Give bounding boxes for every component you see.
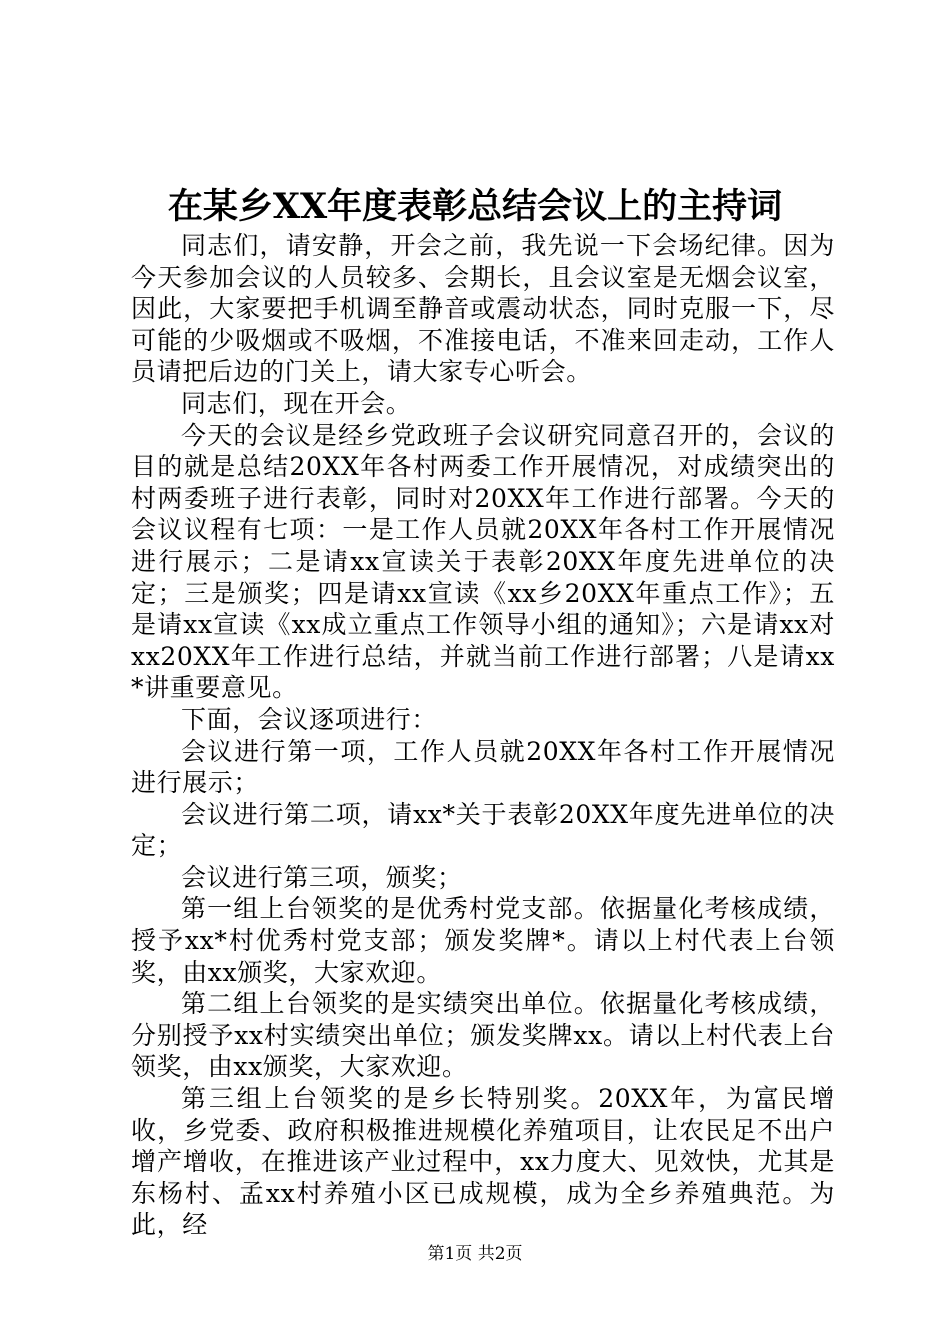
paragraph-item-two: 会议进行第二项，请xx*关于表彰20XX年度先进单位的决定； — [131, 799, 835, 861]
paragraph-proceed: 下面，会议逐项进行： — [181, 704, 438, 734]
paragraph-award-group-two: 第二组上台领奖的是实绩突出单位。依据量化考核成绩，分别授予xx村实绩突出单位；颁发奖牌xx。请以上村代表上台领奖，由xx颁奖，大家欢迎。 — [131, 989, 835, 1082]
page-number: 第1页 共2页 — [427, 1244, 523, 1264]
paragraph-award-group-one: 第一组上台领奖的是优秀村党支部。依据量化考核成绩，授予xx*村优秀村党支部；颁发奖牌*。请以上村代表上台领奖，由xx颁奖，大家欢迎。 — [131, 894, 835, 987]
paragraph-agenda: 今天的会议是经乡党政班子会议研究同意召开的，会议的目的就是总结20XX年各村两委工作开展情况，对成绩突出的村两委班子进行表彰，同时对20XX年工作进行部署。今天的会议议程有七项：一是工作人员就20XX年各村工作开展情况进行展示；二是请xx宣读关于表彰20XX年度先进单位的决定；三是颁奖；四是请xx宣读《xx乡20XX年重点工作》；五是请xx宣读《xx成立重点工作领导小组的通知》；六是请xx对xx20XX年工作进行总结，并就当前工作进行部署；八是请xx*讲重要意见。 — [131, 420, 835, 703]
paragraph-award-group-three: 第三组上台领奖的是乡长特别奖。20XX年，为富民增收，乡党委、政府积极推进规模化养殖项目，让农民足不出户增产增收，在推进该产业过程中，xx力度大、见效快，尤其是东杨村、孟xx村养殖小区已成规模，成为全乡养殖典范。为此，经 — [131, 1084, 835, 1240]
paragraph-meeting-discipline: 同志们，请安静，开会之前，我先说一下会场纪律。因为今天参加会议的人员较多、会期长，且会议室是无烟会议室，因此，大家要把手机调至静音或震动状态，同时克服一下，尽可能的少吸烟或不吸烟，不准接电话，不准来回走动，工作人员请把后边的门关上，请大家专心听会。 — [131, 231, 835, 387]
document-body — [131, 230, 835, 1241]
paragraph-item-three: 会议进行第三项，颁奖； — [181, 862, 463, 892]
document-title: 在某乡XX年度表彰总结会议上的主持词 — [167, 186, 783, 227]
paragraph-item-one: 会议进行第一项，工作人员就20XX年各村工作开展情况进行展示； — [131, 736, 835, 798]
paragraph-meeting-open: 同志们，现在开会。 — [181, 388, 412, 418]
